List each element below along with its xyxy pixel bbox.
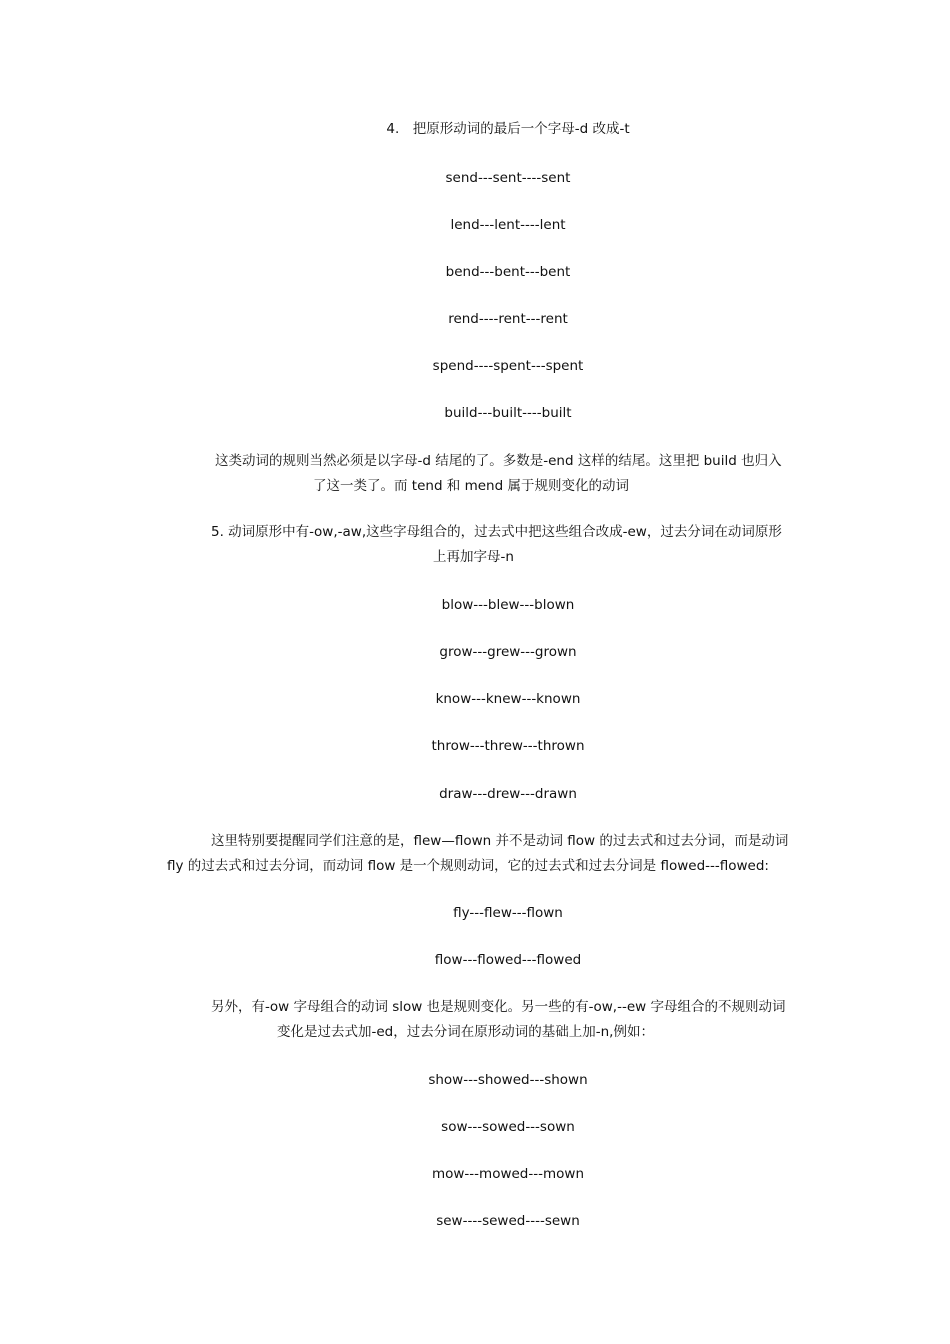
note-paragraph-line: 这里特别要提醒同学们注意的是，flew—flown 并不是动词 flow 的过去式和过去分词，而是动词 — [211, 833, 789, 849]
verb-row: show---showed---shown — [428, 1072, 588, 1088]
verb-row: flow---flowed---flowed — [434, 952, 582, 968]
note-paragraph-line: 了这一类了。而 tend 和 mend 属于规则变化的动词 — [313, 478, 629, 494]
verb-row: sew----sewed----sewn — [436, 1213, 580, 1229]
section-heading-5: 5. 动词原形中有-ow,-aw,这些字母组合的，过去式中把这些组合改成-ew，过去分词在动词原形 — [211, 524, 782, 540]
verb-row: grow---grew---grown — [439, 644, 577, 660]
note-paragraph-line: fly 的过去式和过去分词，而动词 flow 是一个规则动词，它的过去式和过去分词是 flowed---flowed: — [167, 858, 769, 874]
note-paragraph-line: 这类动词的规则当然必须是以字母-d 结尾的了。多数是-end 这样的结尾。这里把 build 也归入 — [215, 453, 782, 469]
section-heading-4: 4. 把原形动词的最后一个字母-d 改成-t — [386, 121, 630, 137]
verb-row: mow---mowed---mown — [431, 1166, 584, 1182]
verb-row: draw---drew---drawn — [439, 786, 577, 802]
verb-row: bend---bent---bent — [445, 264, 571, 280]
verb-row: spend----spent---spent — [432, 358, 584, 374]
verb-row: sow---sowed---sown — [441, 1119, 575, 1135]
verb-row: blow---blew---blown — [441, 597, 575, 613]
verb-row: fly---flew---flown — [453, 905, 563, 921]
verb-row: rend----rent---rent — [448, 311, 568, 327]
verb-row: know---knew---known — [435, 691, 581, 707]
verb-row: throw---threw---thrown — [431, 738, 585, 754]
verb-row: send---sent----sent — [445, 170, 571, 186]
note-paragraph-line: 另外，有-ow 字母组合的动词 slow 也是规则变化。另一些的有-ow,--ew 字母组合的不规则动词 — [211, 999, 786, 1015]
section-heading-5-cont: 上再加字母-n — [433, 549, 514, 565]
verb-row: build---built----built — [444, 405, 572, 421]
note-paragraph-line: 变化是过去式加-ed，过去分词在原形动词的基础上加-n,例如： — [277, 1024, 654, 1040]
verb-row: lend---lent----lent — [450, 217, 566, 233]
